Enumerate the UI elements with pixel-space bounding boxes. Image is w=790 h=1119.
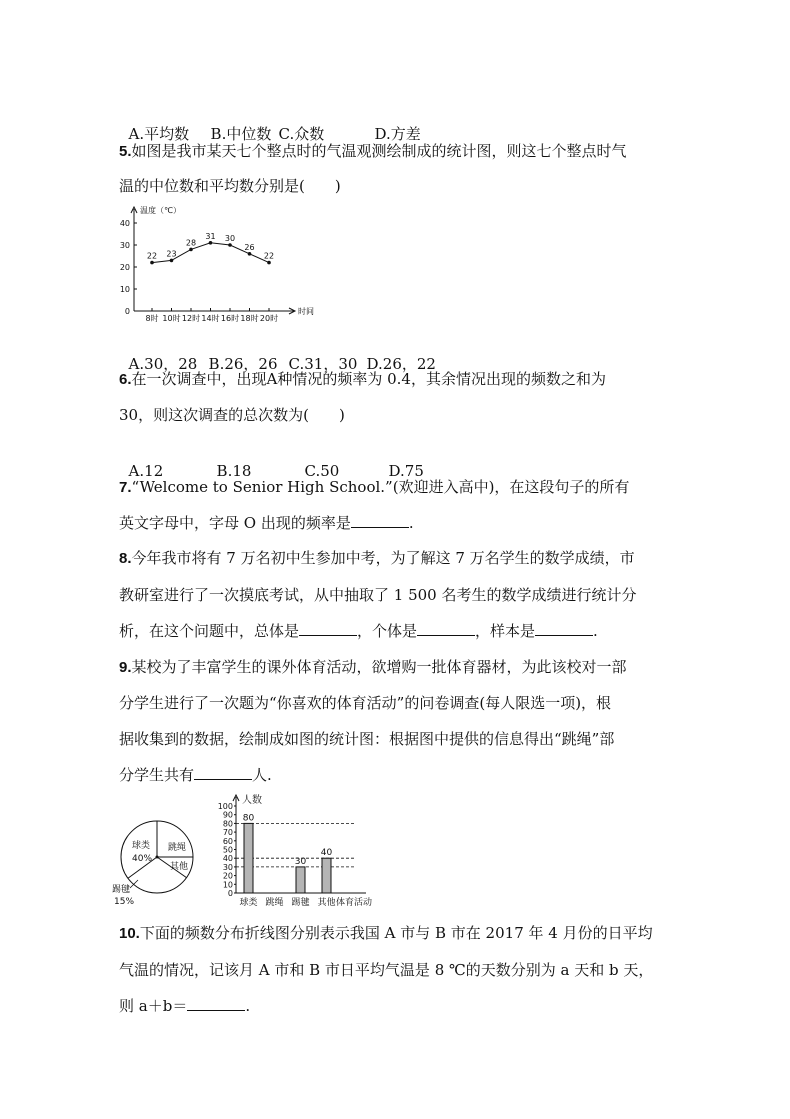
q8-text-3a: 析，在这个问题中，总体是 [119, 622, 300, 640]
x-tick-label: 14时 [201, 314, 220, 323]
q7-text-1: “Welcome to Senior High School.”(欢迎进入高中)，在这段句子的所有 [131, 478, 630, 496]
y-tick-label: 70 [222, 828, 233, 838]
y-tick-label: 100 [217, 802, 233, 811]
data-point [209, 241, 213, 245]
y-tick-label: 60 [222, 836, 233, 846]
y-tick-label: 30 [222, 862, 233, 872]
q10-answer-blank[interactable] [187, 996, 245, 1011]
q6-line-1 [119, 369, 606, 390]
q9-line-1 [119, 657, 627, 678]
data-label: 30 [224, 234, 236, 243]
q5-options [119, 334, 436, 374]
y-tick-label: 50 [222, 845, 233, 855]
pie-slice-label: 其他 [170, 862, 189, 872]
x-tick-label: 10时 [162, 314, 181, 323]
q4-option-b: B.中位数 [210, 125, 272, 143]
q6-option-c: C.50 [304, 462, 340, 480]
data-label: 22 [146, 251, 158, 261]
y-tick-label: 10 [222, 880, 233, 890]
q8-blank-individual[interactable] [417, 621, 475, 636]
data-point [189, 248, 193, 252]
bar-value-label: 80 [242, 813, 255, 824]
q6-options [119, 441, 424, 481]
y-tick-label: 30 [119, 241, 130, 250]
q5-option-d: D.26，22 [366, 355, 436, 373]
pie-center [156, 856, 159, 859]
q5-text-1: 如图是我市某天七个整点时的气温观测绘制成的统计图，则这七个整点时气 [131, 142, 627, 160]
q5-option-a: A.30，28 [128, 355, 198, 373]
q5-line-1 [119, 141, 627, 162]
data-label: 26 [244, 242, 255, 252]
q9-line-2: 分学生进行了一次题为“你喜欢的体育活动”的问卷调查(每人限选一项)，根 [119, 694, 612, 712]
q10-text-3a: 则 a＋b＝ [119, 997, 188, 1015]
x-axis-label: 体育活动 [336, 898, 373, 908]
x-tick-label: 16时 [220, 314, 240, 323]
bar [244, 823, 253, 893]
q8-blank-sample[interactable] [535, 621, 593, 636]
q10-line-3 [119, 996, 250, 1016]
data-point [228, 243, 232, 247]
y-tick-label: 40 [222, 854, 233, 864]
y-tick-label: 10 [119, 285, 130, 294]
q5-line-2: 温的中位数和平均数分别是( ) [119, 177, 341, 195]
q7-text-2: 英文字母中，字母 O 出现的频率是 [119, 514, 351, 532]
y-tick-label: 0 [124, 307, 130, 316]
q10-line-1 [119, 923, 653, 944]
q8-text-3b: ，个体是 [357, 622, 418, 640]
bar-value-label: 30 [294, 856, 307, 867]
q10-line-2: 气温的情况，记该月 A 市和 B 市日平均气温是 8 ℃的天数分别为 a 天和 b 天， [119, 961, 654, 979]
pie-slice-label: 球类 [132, 841, 151, 851]
q9-line-4 [119, 765, 272, 785]
y-tick-label: 0 [227, 889, 233, 898]
q8-text-3c: ，样本是 [475, 622, 536, 640]
y-tick-label: 90 [222, 810, 233, 820]
y-tick-label: 80 [222, 819, 233, 829]
data-label: 28 [185, 238, 197, 248]
data-point [267, 261, 271, 265]
y-axis-label: 人数 [242, 795, 262, 806]
y-tick-label: 40 [119, 219, 130, 228]
pie-slice-label: 跳绳 [168, 843, 187, 853]
q5-number: 5. [119, 143, 132, 160]
q7-line-2 [119, 513, 414, 533]
q9-text-4b: 人. [252, 766, 272, 784]
pie-slice-label: 踢毽 [112, 885, 131, 895]
q5-option-b: B.26，26 [208, 355, 278, 373]
bar [322, 858, 331, 893]
y-tick-label: 20 [119, 263, 130, 272]
data-label: 22 [263, 251, 275, 261]
q4-option-d: D.方差 [374, 125, 421, 143]
bar-value-label: 40 [320, 848, 333, 859]
q6-option-d: D.75 [388, 462, 424, 480]
q4-option-c: C.众数 [278, 125, 325, 143]
q8-blank-population[interactable] [299, 621, 357, 636]
temperature-line-chart [112, 203, 312, 325]
x-tick-label: 12时 [181, 314, 201, 323]
x-tick-label: 跳绳 [265, 898, 284, 908]
x-axis-label: 时间 [298, 307, 314, 316]
q8-line-1 [119, 548, 635, 569]
q8-text-1: 今年我市将有 7 万名初中生参加中考，为了解这 7 万名学生的数学成绩，市 [131, 549, 635, 567]
q5-option-c: C.31，30 [288, 355, 358, 373]
q6-option-a: A.12 [128, 462, 164, 480]
x-tick-label: 18时 [240, 314, 259, 323]
q10-text-1: 下面的频数分布折线图分别表示我国 A 市与 B 市在 2017 年 4 月份的日平均 [139, 924, 653, 942]
q6-line-2: 30，则这次调查的总次数为( ) [119, 406, 345, 424]
sports-bar-chart [212, 793, 397, 911]
q4-options [119, 104, 421, 144]
data-label: 23 [166, 249, 177, 259]
x-tick-label: 踢毽 [291, 898, 310, 908]
q4-option-a: A.平均数 [128, 125, 190, 143]
x-tick-label: 其他 [317, 898, 336, 908]
q9-line-3: 据收集到的数据，绘制成如图的统计图：根据图中提供的信息得出“跳绳”部 [119, 730, 615, 748]
x-tick-label: 球类 [239, 898, 258, 908]
q9-text-1: 某校为了丰富学生的课外体育活动，欲增购一批体育器材，为此该校对一部 [131, 658, 627, 676]
bar [296, 867, 305, 893]
data-point [170, 259, 174, 263]
q10-number: 10. [119, 925, 140, 942]
q6-text-1: 在一次调查中，出现A种情况的频率为 0.4，其余情况出现的频数之和为 [131, 370, 606, 388]
x-tick-label: 8时 [145, 314, 159, 323]
q9-text-4a: 分学生共有 [119, 766, 195, 784]
data-point [248, 252, 252, 256]
q9-answer-blank[interactable] [194, 765, 252, 780]
q8-text-3d: . [593, 622, 598, 640]
sports-pie-chart [110, 812, 215, 912]
q8-line-2: 教研室进行了一次摸底考试，从中抽取了 1 500 名考生的数学成绩进行统计分 [119, 586, 637, 604]
q6-option-b: B.18 [216, 462, 252, 480]
x-tick-label: 20时 [259, 314, 279, 323]
q9-number: 9. [119, 659, 132, 676]
data-label: 31 [205, 231, 216, 241]
data-point [150, 261, 154, 265]
q7-answer-blank[interactable] [351, 513, 409, 528]
q7-number: 7. [119, 479, 132, 496]
q7-line-1 [119, 477, 629, 498]
q6-number: 6. [119, 371, 132, 388]
q10-text-3b: . [245, 997, 251, 1015]
y-tick-label: 20 [222, 871, 233, 881]
pie-slice-percent: 40% [132, 854, 153, 864]
q7-text-2-end: . [408, 514, 414, 532]
q8-line-3 [119, 621, 598, 641]
q8-number: 8. [119, 550, 132, 567]
pie-slice-percent: 15% [114, 897, 135, 907]
y-axis-label: 温度（℃） [140, 206, 181, 215]
